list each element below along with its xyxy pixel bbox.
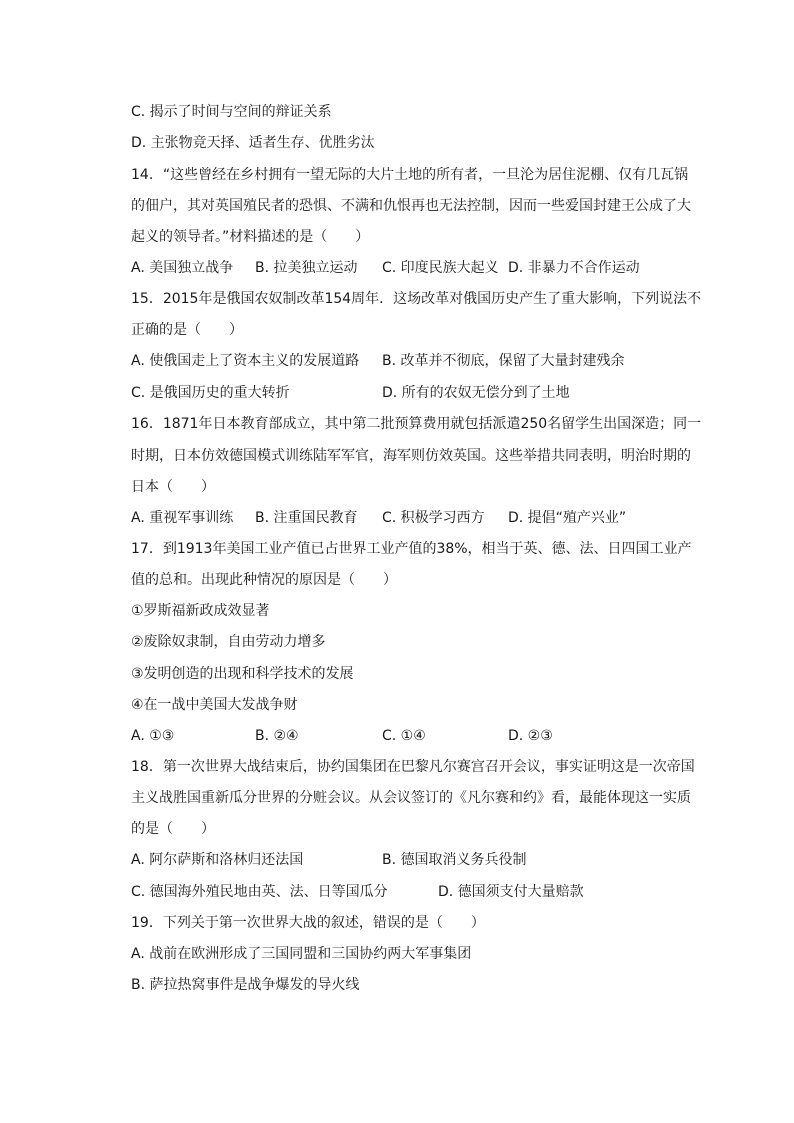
q17-statement-1: ①罗斯福新政成效显著 (131, 603, 270, 619)
q17-option-a: A. ①③ (131, 728, 175, 744)
q18-option-a: A. 阿尔萨斯和洛林归还法国 (131, 852, 304, 868)
q16-stem-line1: 16．1871年日本教育部成立，其中第二批预算费用就包括派遣250名留学生出国深造；同一 (131, 416, 702, 432)
q14-stem-line2: 的佃户，其对英国殖民者的恐惧、不满和仇恨再也无法控制，因而一些爱国封建王公成了大 (131, 198, 691, 214)
q18-option-b: B. 德国取消义务兵役制 (382, 852, 527, 868)
q15-stem-line1: 15．2015年是俄国农奴制改革154周年．这场改革对俄国历史产生了重大影响，下列说法不 (131, 291, 702, 307)
q15-stem-line2: 正确的是（ ） (131, 322, 243, 338)
q18-option-d: D. 德国须支付大量赔款 (438, 884, 584, 900)
q17-option-c: C. ①④ (382, 728, 426, 744)
q19-stem-line1: 19．下列关于第一次世界大战的叙述，错误的是（ ） (131, 915, 485, 931)
q14-option-a: A. 美国独立战争 (131, 260, 234, 276)
q16-stem-line2: 时期，日本仿效德国模式训练陆军军官，海军则仿效英国。这些举措共同表明，明治时期的 (131, 448, 691, 464)
q14-option-d: D. 非暴力不合作运动 (508, 260, 640, 276)
q17-statement-4: ④在一战中美国大发战争财 (131, 697, 298, 713)
q17-option-d: D. ②③ (508, 728, 553, 744)
q15-option-c: C. 是俄国历史的重大转折 (131, 385, 290, 401)
q18-stem-line2: 主义战胜国重新瓜分世界的分赃会议。从会议签订的《凡尔赛和约》看，最能体现这一实质 (131, 790, 691, 806)
q19-option-a: A. 战前在欧洲形成了三国同盟和三国协约两大军事集团 (131, 946, 472, 962)
q13-option-c: C. 揭示了时间与空间的辩证关系 (131, 104, 332, 120)
q17-stem-line1: 17．到1913年美国工业产值已占世界工业产值的38%，相当于英、德、法、日四国工业产 (131, 541, 692, 557)
q16-option-c: C. 积极学习西方 (382, 510, 485, 526)
q16-option-a: A. 重视军事训练 (131, 510, 234, 526)
q13-option-d: D. 主张物竞天择、适者生存、优胜劣汰 (131, 135, 375, 151)
q15-option-d: D. 所有的农奴无偿分到了土地 (382, 385, 570, 401)
q15-option-b: B. 改革并不彻底，保留了大量封建残余 (382, 353, 625, 369)
q16-stem-line3: 日本（ ） (131, 479, 215, 495)
q16-option-d: D. 提倡“殖产兴业” (508, 510, 627, 526)
q18-stem-line1: 18．第一次世界大战结束后，协约国集团在巴黎凡尔赛宫召开会议，事实证明这是一次帝国 (131, 759, 695, 775)
q15-option-a: A. 使俄国走上了资本主义的发展道路 (131, 353, 360, 369)
q17-statement-3: ③发明创造的出现和科学技术的发展 (131, 666, 354, 682)
q14-option-c: C. 印度民族大起义 (382, 260, 499, 276)
q18-option-c: C. 德国海外殖民地由英、法、日等国瓜分 (131, 884, 388, 900)
q18-stem-line3: 的是（ ） (131, 821, 215, 837)
q17-option-b: B. ②④ (255, 728, 299, 744)
q16-option-b: B. 注重国民教育 (255, 510, 358, 526)
q19-option-b: B. 萨拉热窝事件是战争爆发的导火线 (131, 977, 360, 993)
q14-stem-line3: 起义的领导者。”材料描述的是（ ） (131, 229, 370, 245)
q14-option-b: B. 拉美独立运动 (255, 260, 358, 276)
q17-stem-line2: 值的总和。出现此种情况的原因是（ ） (131, 572, 397, 588)
q14-stem-line1: 14．“这些曾经在乡村拥有一望无际的大片土地的所有者，一旦沦为居住泥棚、仅有几瓦锅 (131, 167, 689, 183)
q17-statement-2: ②废除奴隶制，自由劳动力增多 (131, 634, 326, 650)
